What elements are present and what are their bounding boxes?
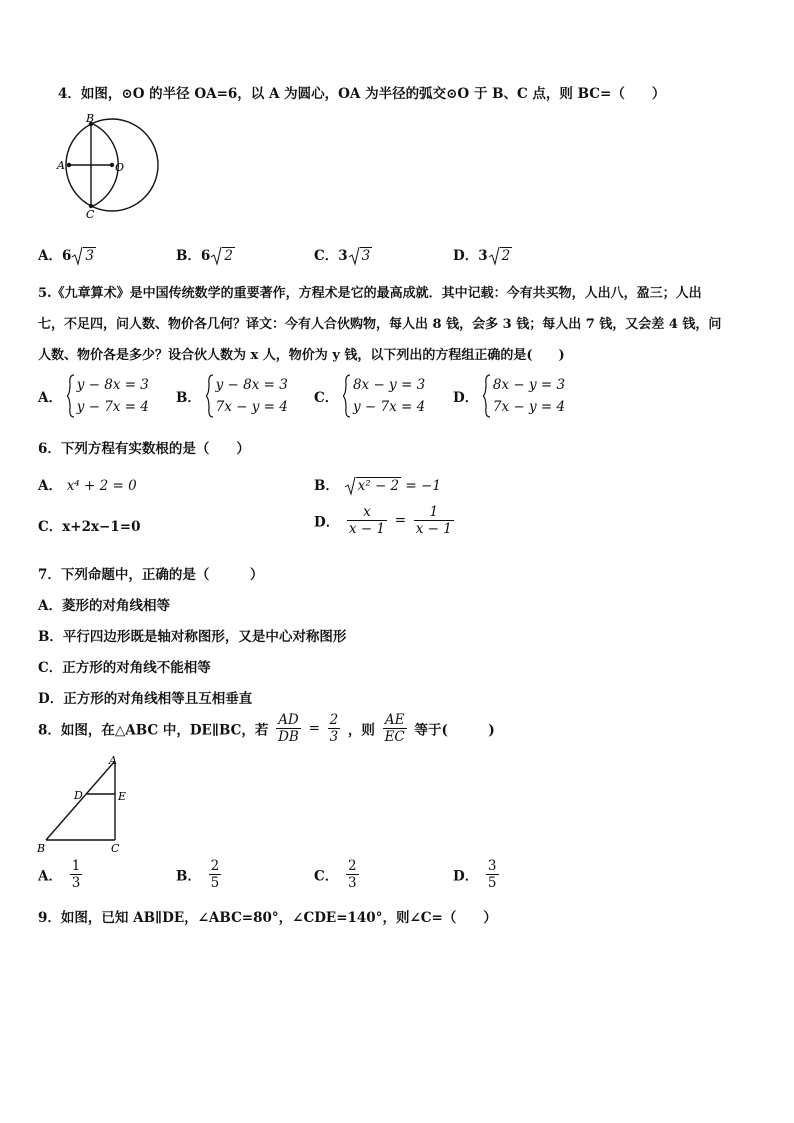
q4-option-d[interactable]: D．3 2 (453, 248, 511, 264)
label-B: B (37, 842, 46, 855)
question-6-text: 6．下列方程有实数根的是（ ） (38, 441, 250, 457)
label-O: O (115, 161, 125, 174)
q7-option-c[interactable]: C．正方形的对角线不能相等 (38, 660, 211, 676)
q8-option-b[interactable]: B． $\frac{2}{5}$ (176, 858, 220, 891)
label-C: C (86, 208, 95, 220)
q6-option-d[interactable]: D． $\frac{x}{x - 1}$ = $\frac{1}{x - 1}$ (314, 504, 452, 537)
question-7-text: 7．下列命题中，正确的是（ ） (38, 567, 264, 583)
q4-option-c[interactable]: C．3 3 (314, 248, 371, 264)
q7-option-d[interactable]: D．正方形的对角线相等且互相垂直 (38, 691, 253, 707)
circle-figure (52, 112, 162, 220)
q6-option-c[interactable]: C．x+2x−1=0 (38, 519, 141, 535)
question-5-line2: 七，不足四，问人数、物价各几何？译文：今有人合伙购物，每人出 8 钱，会多 3 钱；每人出 7 钱，又会差 4 钱，问 (38, 317, 722, 332)
q5-option-b[interactable]: B． y − 8x = 3 7x − y = 4 (176, 377, 288, 415)
question-8-text: 8．如图，在△ABC 中，DE∥BC，若 $\frac{AD}{DB}$ = $\frac{2}{3}$ ，则 $\frac{AE}{EC}$ 等于( ) (38, 712, 495, 745)
question-5-line3: 人数、物价各是多少？设合伙人数为 x 人，物价为 y 钱，以下列出的方程组正确的是( ) (38, 348, 565, 363)
q5-option-d[interactable]: D． 8x − y = 3 7x − y = 4 (453, 377, 566, 415)
q8-option-a[interactable]: A． $\frac{1}{3}$ (38, 858, 81, 891)
q4-option-a[interactable]: A．6 3 (38, 248, 94, 264)
q5-option-a[interactable]: A． y − 8x = 3 y − 7x = 4 (38, 377, 149, 415)
label-C: C (111, 842, 120, 855)
label-A: A (109, 754, 117, 767)
question-9-text: 9．如图，已知 AB∥DE，∠ABC=80°，∠CDE=140°，则∠C=（ ） (38, 910, 497, 926)
label-D: D (74, 789, 83, 802)
q6-option-b[interactable]: B． x² − 2 = −1 (314, 478, 441, 494)
label-B: B (86, 112, 95, 125)
q8-option-d[interactable]: D． $\frac{3}{5}$ (453, 858, 497, 891)
q7-option-b[interactable]: B．平行四边形既是轴对称图形，又是中心对称图形 (38, 629, 347, 645)
question-4-text: 4．如图，⊙O 的半径 OA=6，以 A 为圆心，OA 为半径的弧交⊙O 于 B、C 点，则 BC=（ ） (58, 86, 666, 102)
q6-option-a[interactable]: A． x⁴ + 2 = 0 (38, 478, 137, 494)
q4-option-b[interactable]: B．6 2 (176, 248, 233, 264)
q5-option-c[interactable]: C． 8x − y = 3 y − 7x = 4 (314, 377, 426, 415)
q8-option-c[interactable]: C． $\frac{2}{3}$ (314, 858, 357, 891)
question-5-line1: 5.《九章算术》是中国传统数学的重要著作，方程术是它的最高成就．其中记载：今有共买物，人出八，盈三；人出 (38, 286, 702, 301)
label-E: E (118, 790, 127, 803)
triangle-figure (34, 754, 134, 858)
q7-option-a[interactable]: A．菱形的对角线相等 (38, 598, 170, 614)
label-A: A (57, 159, 65, 172)
